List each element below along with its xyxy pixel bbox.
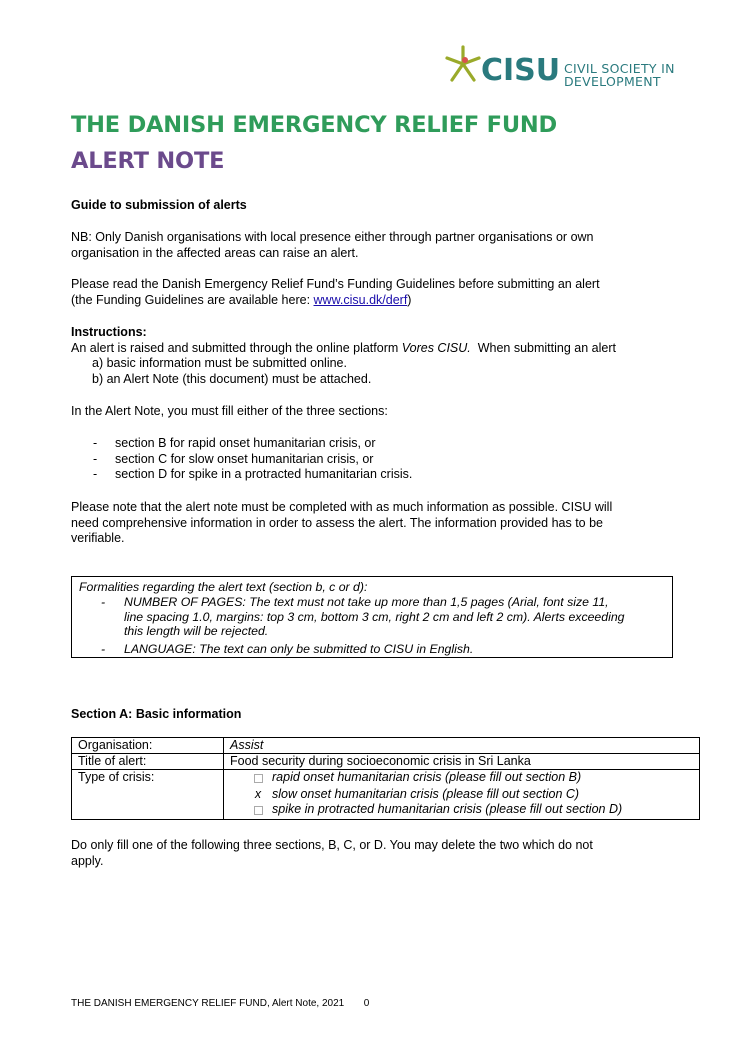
crisis-option-spike (244, 802, 693, 819)
crisis-option-text: slow onset humanitarian crisis (please fill out section C) (272, 787, 580, 801)
guidelines-link[interactable]: www.cisu.dk/derf (313, 292, 408, 307)
formalities-item-pages-line3: this length will be rejected. (124, 624, 269, 638)
list-dash: - (93, 451, 98, 466)
checkbox-icon (244, 770, 272, 787)
org-label: Organisation: (72, 738, 224, 754)
logo-tagline (564, 62, 675, 88)
note-line-1: Please note that the alert note must be completed with as much information as possible. CISU will (71, 500, 613, 514)
org-value: Assist (224, 738, 700, 754)
list-item (93, 436, 412, 452)
instructions-text-pre: An alert is raised and submitted through the online platform (71, 340, 402, 355)
note-line-3: verifiable. (71, 531, 125, 545)
read-line-2-post: ) (407, 292, 412, 307)
crisis-option-text: spike in protracted humanitarian crisis (please fill out section D) (272, 802, 623, 816)
checkbox-icon (244, 802, 272, 819)
logo-tagline-line2: DEVELOPMENT (564, 74, 661, 89)
list-dash: - (93, 467, 98, 481)
table-row (72, 770, 700, 820)
type-label: Type of crisis: (72, 770, 224, 820)
section-a-heading: Section A: Basic information (71, 707, 242, 721)
formalities-item-language: LANGUAGE: The text can only be submitted to CISU in English. (124, 642, 474, 656)
crisis-option-rapid (244, 770, 693, 787)
formalities-item-pages-line1: NUMBER OF PAGES: The text must not take up more than 1,5 pages (Arial, font size 11, (124, 595, 609, 609)
formalities-box (71, 576, 673, 658)
note-line-2: need comprehensive information in order to assess the alert. The information provided has to be (71, 515, 604, 530)
instructions-platform: Vores CISU. (401, 340, 471, 355)
guide-heading: Guide to submission of alerts (71, 198, 247, 212)
formalities-item-pages (124, 595, 669, 639)
crisis-option-text: rapid onset humanitarian crisis (please fill out section B) (272, 770, 582, 784)
instructions-line (71, 341, 681, 357)
formalities-dash-1: - (101, 595, 106, 609)
instructions-heading: Instructions: (71, 325, 147, 339)
logo-wordmark: CISU (481, 53, 561, 88)
document-subtitle: ALERT NOTE (71, 148, 225, 174)
footer-text: THE DANISH EMERGENCY RELIEF FUND, Alert Note, 2021 (71, 998, 345, 1009)
table-row (72, 754, 700, 770)
logo-tagline-line1: CIVIL SOCIETY IN (564, 61, 675, 76)
instructions-text-post: When submitting an alert (470, 340, 616, 355)
sections-intro: In the Alert Note, you must fill either of the three sections: (71, 404, 388, 418)
instructions (71, 325, 681, 387)
after-table-paragraph (71, 838, 681, 869)
list-item-text: section D for spike in a protracted humanitarian crisis. (115, 467, 413, 481)
instruction-a: a) basic information must be submitted online. (92, 356, 347, 370)
nb-line-1: NB: Only Danish organisations with local presence either through partner organisations or own (71, 230, 594, 244)
list-item-text: section C for slow onset humanitarian crisis, or (115, 451, 374, 466)
nb-line-2: organisation in the affected areas can raise an alert. (71, 245, 359, 260)
formalities-item-pages-line2: line spacing 1.0, margins: top 3 cm, bottom 3 cm, right 2 cm and left 2 cm). Alerts exceeding (124, 609, 625, 624)
cisu-logo (443, 42, 683, 92)
list-dash: - (93, 436, 98, 450)
formalities-heading: Formalities regarding the alert text (section b, c or d): (79, 580, 368, 594)
title-label: Title of alert: (72, 754, 224, 770)
title-value: Food security during socioeconomic crisis in Sri Lanka (224, 754, 700, 770)
sections-list (93, 436, 412, 483)
type-options (224, 770, 700, 820)
read-line-2 (71, 293, 681, 309)
instruction-b: b) an Alert Note (this document) must be attached. (92, 371, 372, 386)
list-item (93, 467, 412, 483)
read-paragraph (71, 277, 681, 308)
crisis-option-slow (244, 787, 693, 802)
nb-paragraph (71, 230, 681, 261)
after-line-1: Do only fill one of the following three sections, B, C, or D. You may delete the two which do not (71, 838, 593, 852)
page-footer (71, 998, 369, 1009)
list-item (93, 452, 412, 468)
selected-mark: x (254, 787, 262, 801)
read-line-2-pre: (the Funding Guidelines are available here: (71, 292, 314, 307)
table-row (72, 738, 700, 754)
formalities-dash-2: - (101, 642, 106, 656)
note-paragraph (71, 500, 681, 547)
after-line-2: apply. (71, 853, 104, 868)
page-number: 0 (363, 998, 370, 1009)
read-line-1: Please read the Danish Emergency Relief Fund’s Funding Guidelines before submitting an alert (71, 277, 600, 291)
basic-info-table (71, 737, 700, 820)
star-icon (443, 44, 483, 84)
list-item-text: section B for rapid onset humanitarian crisis, or (115, 436, 376, 450)
document-title: THE DANISH EMERGENCY RELIEF FUND (71, 112, 558, 138)
